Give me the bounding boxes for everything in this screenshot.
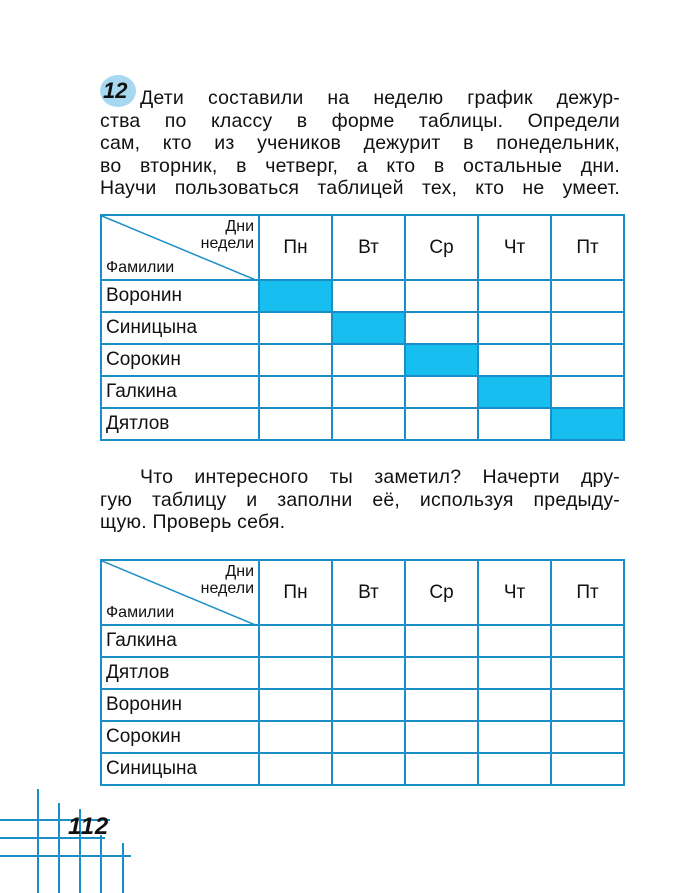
duty-cell	[551, 344, 624, 376]
days-label: Дни	[225, 563, 254, 580]
duty-cell	[332, 625, 405, 657]
duty-cell	[478, 312, 551, 344]
duty-cell	[332, 721, 405, 753]
day-header: Вт	[332, 560, 405, 625]
day-header: Вт	[332, 215, 405, 280]
duty-cell-filled	[551, 408, 624, 440]
student-name: Галкина	[101, 625, 259, 657]
intro-text	[100, 87, 620, 200]
duty-cell	[551, 721, 624, 753]
names-label: Фамилии	[106, 259, 175, 276]
duty-cell-filled	[405, 344, 478, 376]
duty-cell	[478, 689, 551, 721]
duty-cell	[259, 312, 332, 344]
text-line: Дети составили на неделю график дежур-	[140, 87, 620, 109]
text-line: ства по классу в форме таблицы. Определи	[100, 109, 620, 132]
table-row	[101, 657, 624, 689]
header-row	[101, 560, 624, 625]
duty-cell	[332, 408, 405, 440]
corner-header	[101, 560, 259, 625]
week-label: недели	[200, 235, 254, 252]
empty-duty-table	[100, 559, 625, 786]
day-header: Пт	[551, 560, 624, 625]
header-row	[101, 215, 624, 280]
duty-cell	[332, 376, 405, 408]
table-row	[101, 408, 624, 440]
duty-table	[100, 214, 625, 441]
day-header: Пн	[259, 560, 332, 625]
duty-cell	[551, 657, 624, 689]
duty-cell	[332, 753, 405, 785]
duty-cell	[551, 625, 624, 657]
duty-cell	[332, 344, 405, 376]
duty-cell	[551, 280, 624, 312]
duty-cell	[551, 689, 624, 721]
student-name: Сорокин	[101, 344, 259, 376]
duty-cell	[259, 625, 332, 657]
table-row	[101, 625, 624, 657]
duty-cell	[259, 376, 332, 408]
table-row	[101, 753, 624, 785]
table-row	[101, 721, 624, 753]
text-line: гую таблицу и заполни её, используя предыду-	[100, 488, 620, 511]
student-name: Синицына	[101, 312, 259, 344]
text-line: щую. Проверь себя.	[100, 511, 286, 533]
duty-cell	[551, 376, 624, 408]
table-row	[101, 689, 624, 721]
duty-cell	[478, 753, 551, 785]
days-label: Дни	[225, 218, 254, 235]
duty-cell	[259, 689, 332, 721]
duty-cell	[259, 344, 332, 376]
day-header: Ср	[405, 560, 478, 625]
duty-cell	[405, 408, 478, 440]
duty-cell	[405, 689, 478, 721]
duty-cell	[259, 657, 332, 689]
student-name: Дятлов	[101, 408, 259, 440]
table-row	[101, 376, 624, 408]
duty-cell	[405, 625, 478, 657]
student-name: Сорокин	[101, 721, 259, 753]
student-name: Синицына	[101, 753, 259, 785]
duty-cell	[259, 753, 332, 785]
duty-cell	[551, 753, 624, 785]
student-name: Воронин	[101, 689, 259, 721]
duty-cell	[405, 280, 478, 312]
duty-cell-filled	[332, 312, 405, 344]
duty-cell	[405, 657, 478, 689]
duty-cell	[259, 721, 332, 753]
student-name: Воронин	[101, 280, 259, 312]
duty-cell	[405, 753, 478, 785]
text-line: во вторник, в четверг, а кто в остальные дни.	[100, 154, 620, 177]
table-row	[101, 280, 624, 312]
page-number: 112	[68, 813, 110, 840]
duty-cell	[551, 312, 624, 344]
duty-cell	[332, 657, 405, 689]
table-row	[101, 344, 624, 376]
text-line: Научи пользоваться таблицей тех, кто не умеет.	[100, 177, 620, 199]
duty-cell	[478, 721, 551, 753]
duty-cell	[259, 408, 332, 440]
day-header: Ср	[405, 215, 478, 280]
exercise-number: 12	[103, 78, 128, 103]
duty-cell	[478, 625, 551, 657]
duty-cell	[405, 376, 478, 408]
text-line: сам, кто из учеников дежурит в понедельник,	[100, 132, 620, 154]
duty-cell	[405, 312, 478, 344]
duty-cell	[405, 721, 478, 753]
week-label: недели	[200, 580, 254, 597]
student-name: Галкина	[101, 376, 259, 408]
duty-cell-filled	[478, 376, 551, 408]
text-line: Что интересного ты заметил? Начерти дру-	[140, 466, 620, 488]
duty-cell	[478, 344, 551, 376]
day-header: Чт	[478, 560, 551, 625]
question-text	[100, 466, 620, 534]
duty-cell	[332, 280, 405, 312]
student-name: Дятлов	[101, 657, 259, 689]
duty-cell	[478, 408, 551, 440]
table-row	[101, 312, 624, 344]
duty-cell	[332, 689, 405, 721]
corner-header	[101, 215, 259, 280]
names-label: Фамилии	[106, 604, 175, 621]
day-header: Пт	[551, 215, 624, 280]
day-header: Пн	[259, 215, 332, 280]
duty-cell	[478, 657, 551, 689]
day-header: Чт	[478, 215, 551, 280]
duty-cell	[478, 280, 551, 312]
duty-cell-filled	[259, 280, 332, 312]
